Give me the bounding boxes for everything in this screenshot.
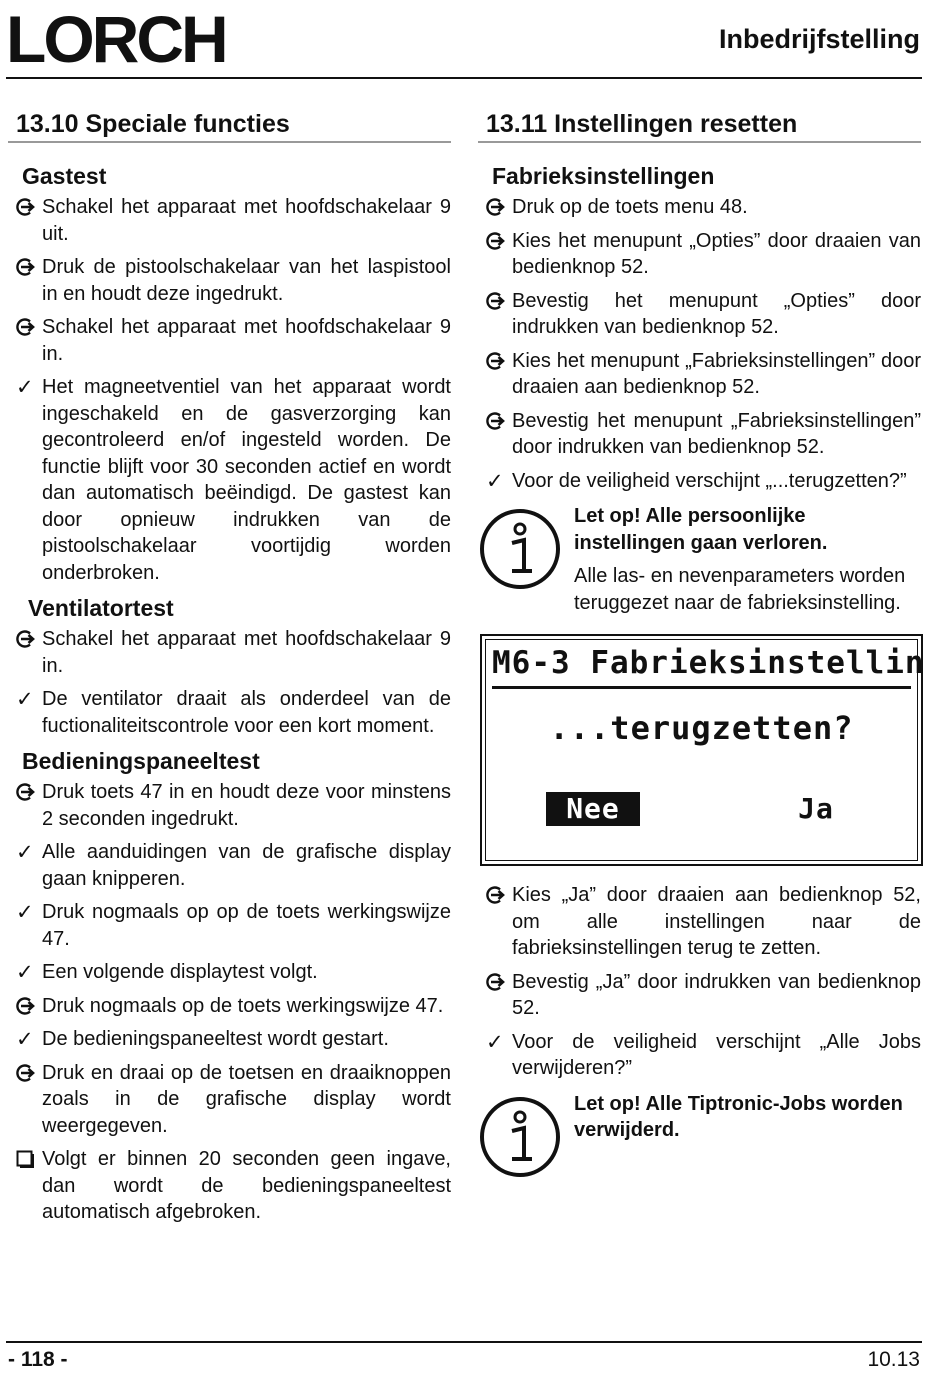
arrow-circle-icon bbox=[486, 348, 506, 375]
list-item bbox=[8, 686, 451, 739]
list-item bbox=[8, 314, 451, 367]
list-item-text: Druk nogmaals op de toets werkingswijze 47. bbox=[42, 994, 444, 1017]
list-item-text: Druk nogmaals op op de toets werkingswijze 47. bbox=[42, 901, 451, 950]
list-item-text: Druk en draai op de toetsen en draaiknoppen zoals in de grafische display wordt weergegeven. bbox=[42, 1061, 451, 1137]
list-item bbox=[8, 374, 451, 586]
note-title: Let op! Alle persoonlijke instellingen gaan verloren. bbox=[574, 505, 828, 554]
list-item-text: Kies het menupunt „Opties” door draaien van bedienknop 52. bbox=[512, 229, 921, 278]
heading-bedieningspaneeltest: Bedieningspaneeltest bbox=[22, 748, 260, 774]
section-title-special-functions: 13.10 Speciale functies bbox=[8, 108, 451, 143]
list-item bbox=[8, 626, 451, 679]
header-rule bbox=[6, 77, 922, 79]
checkmark-icon: ✓ bbox=[16, 1027, 34, 1051]
heading-gastest: Gastest bbox=[22, 163, 107, 189]
list-item-text: Druk op de toets menu 48. bbox=[512, 196, 748, 218]
footer-rule bbox=[6, 1341, 922, 1343]
arrow-circle-icon bbox=[16, 626, 36, 653]
arrow-circle-icon bbox=[16, 194, 36, 221]
list-item-text: Kies het menupunt „Fabrieksinstellingen” door draaien aan bedienknop 52. bbox=[512, 349, 921, 398]
list-item-text: Volgt er binnen 20 seconden geen ingave, dan wordt de bedieningspaneeltest automatisch afgebroken. bbox=[42, 1148, 451, 1223]
list-item-text: Bevestig het menupunt „Opties” door indrukken van bedienknop 52. bbox=[512, 289, 921, 338]
section-title-reset-settings: 13.11 Instellingen resetten bbox=[478, 108, 921, 143]
left-column bbox=[8, 108, 451, 1233]
list-item-text: Bevestig het menupunt „Fabrieksinstellingen” door indrukken van bedienknop 52. bbox=[512, 409, 921, 458]
list-item-text: Voor de veiligheid verschijnt „...terugzetten?” bbox=[512, 469, 907, 492]
note-text: Alle las- en nevenparameters worden teruggezet naar de fabrieksinstelling. bbox=[574, 565, 906, 614]
note-warning-settings-lost bbox=[478, 503, 921, 616]
list-confirm-reset bbox=[478, 882, 921, 1082]
checkmark-icon: ✓ bbox=[16, 960, 34, 984]
info-icon bbox=[478, 503, 574, 616]
list-item bbox=[478, 408, 921, 461]
arrow-circle-icon bbox=[486, 882, 506, 909]
list-item-text: Kies „Ja” door draaien aan bedienknop 52, om alle instellingen naar de fabrieksinstellingen terug te zetten. bbox=[512, 884, 921, 959]
list-item-text: Voor de veiligheid verschijnt „Alle Jobs verwijderen?” bbox=[512, 1030, 921, 1079]
arrow-circle-icon bbox=[486, 288, 506, 315]
checkmark-icon: ✓ bbox=[16, 840, 34, 864]
lorch-logo: LORCH bbox=[6, 2, 226, 76]
list-bedieningspaneeltest bbox=[8, 779, 451, 1226]
document-version: 10.13 bbox=[867, 1348, 920, 1371]
list-item bbox=[8, 1060, 451, 1140]
list-fabrieksinstellingen bbox=[478, 194, 921, 494]
chapter-title: Inbedrijfstelling bbox=[718, 24, 920, 54]
arrow-circle-icon bbox=[16, 779, 36, 806]
lcd-option-yes[interactable]: Ja bbox=[798, 792, 834, 825]
note-warning-jobs-deleted bbox=[478, 1091, 921, 1184]
list-item bbox=[478, 468, 921, 495]
list-item-text: Alle aanduidingen van de grafische display gaan knipperen. bbox=[42, 841, 451, 890]
page-number: - 118 - bbox=[8, 1348, 68, 1371]
lcd-prompt: ...terugzetten? bbox=[549, 709, 854, 747]
list-item-text: Druk de pistoolschakelaar van het laspistool in en houdt deze ingedrukt. bbox=[42, 256, 451, 305]
list-item-text: Schakel het apparaat met hoofdschakelaar 9 in. bbox=[42, 316, 451, 365]
list-item bbox=[8, 194, 451, 247]
arrow-circle-icon bbox=[486, 969, 506, 996]
heading-ventilatortest: Ventilatortest bbox=[28, 595, 174, 621]
arrow-circle-icon bbox=[486, 408, 506, 435]
list-item bbox=[8, 899, 451, 952]
checkmark-icon: ✓ bbox=[16, 375, 34, 399]
info-icon bbox=[478, 1091, 574, 1184]
heading-fabrieksinstellingen: Fabrieksinstellingen bbox=[492, 163, 715, 189]
checkmark-icon: ✓ bbox=[486, 468, 504, 493]
list-item bbox=[478, 1029, 921, 1082]
list-item-text: De ventilator draait als onderdeel van de fuctionaliteitscontrole voor een kort moment. bbox=[42, 688, 451, 737]
arrow-circle-icon bbox=[16, 1060, 36, 1087]
checkmark-icon: ✓ bbox=[486, 1029, 504, 1054]
checkmark-icon: ✓ bbox=[16, 687, 34, 711]
lcd-menu-title: M6-3 Fabrieksinstellin bbox=[492, 645, 925, 681]
list-item bbox=[8, 839, 451, 892]
list-item-text: Schakel het apparaat met hoofdschakelaar 9 in. bbox=[42, 628, 451, 677]
list-ventilatortest bbox=[8, 626, 451, 739]
list-item-text: Schakel het apparaat met hoofdschakelaar 9 uit. bbox=[42, 196, 451, 245]
arrow-circle-icon bbox=[486, 194, 506, 221]
checkmark-icon: ✓ bbox=[16, 900, 34, 924]
checkbox-icon bbox=[16, 1146, 34, 1173]
list-item bbox=[478, 228, 921, 281]
list-item-text: Druk toets 47 in en houdt deze voor minstens 2 seconden ingedrukt. bbox=[42, 781, 451, 830]
right-column bbox=[478, 108, 925, 1196]
list-item bbox=[478, 969, 921, 1022]
note-title: Let op! Alle Tiptronic-Jobs worden verwijderd. bbox=[574, 1092, 903, 1141]
list-item bbox=[478, 882, 921, 962]
list-item bbox=[8, 959, 451, 986]
list-item bbox=[8, 1146, 451, 1226]
lcd-display bbox=[480, 634, 923, 866]
arrow-circle-icon bbox=[16, 993, 36, 1020]
lcd-screen bbox=[485, 639, 925, 861]
list-item bbox=[8, 1026, 451, 1053]
list-item bbox=[8, 254, 451, 307]
list-item-text: Een volgende displaytest volgt. bbox=[42, 961, 318, 983]
list-gastest bbox=[8, 194, 451, 586]
list-item bbox=[478, 348, 921, 401]
arrow-circle-icon bbox=[16, 314, 36, 341]
list-item bbox=[8, 993, 451, 1020]
list-item bbox=[478, 288, 921, 341]
list-item-text: Het magneetventiel van het apparaat wordt ingeschakeld en de gasverzorging kan gecontroleerd en/of ingesteld worden. De functie blijft voor 30 seconden actief en wordt dan automatisch beëindigd. De gastest kan door opnieuw indrukken van de pistoolschakelaar voortijdig worden onderbroken. bbox=[42, 376, 451, 584]
list-item bbox=[8, 779, 451, 832]
arrow-circle-icon bbox=[16, 254, 36, 281]
list-item-text: De bedieningspaneeltest wordt gestart. bbox=[42, 1028, 389, 1050]
list-item-text: Bevestig „Ja” door indrukken van bedienknop 52. bbox=[512, 970, 921, 1019]
lcd-option-no-selected[interactable]: Nee bbox=[546, 792, 640, 826]
list-item bbox=[478, 194, 921, 221]
lcd-divider bbox=[492, 686, 911, 689]
arrow-circle-icon bbox=[486, 228, 506, 255]
